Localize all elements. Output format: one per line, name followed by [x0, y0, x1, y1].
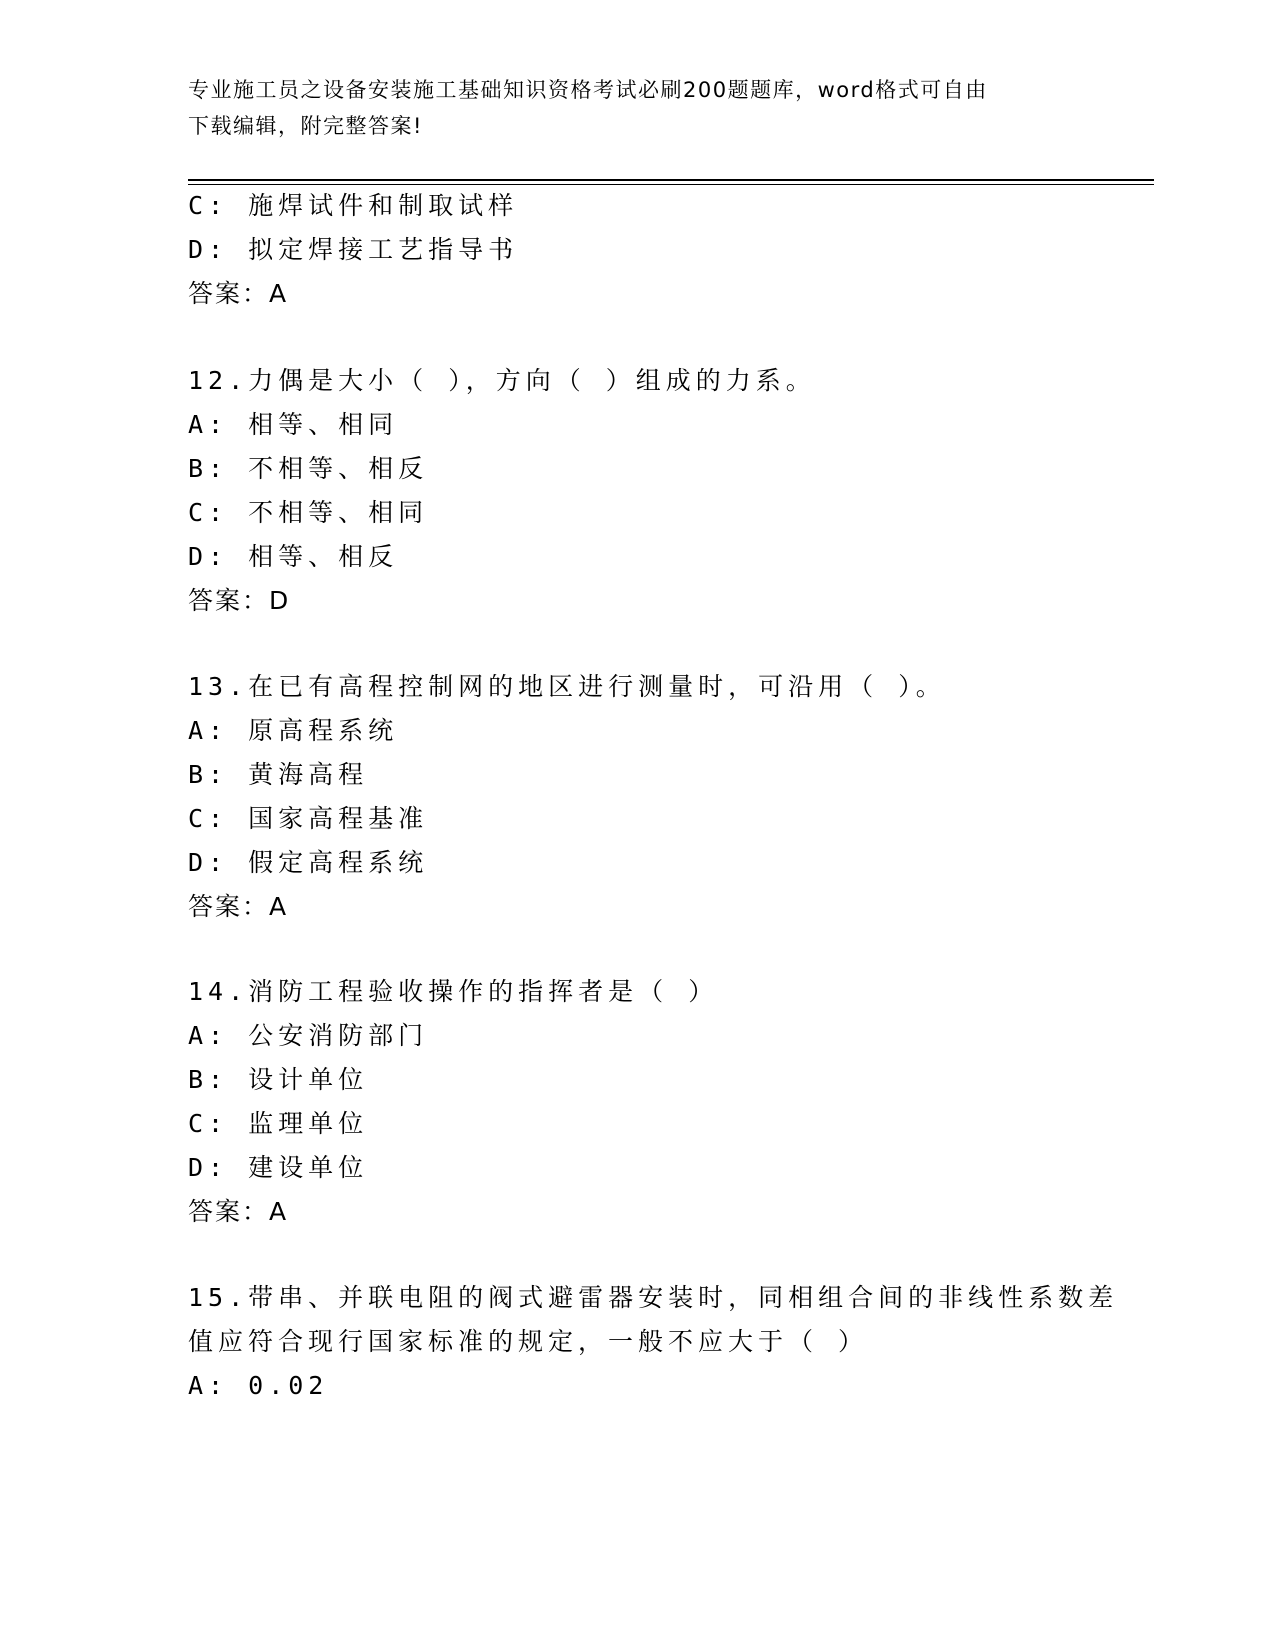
q12-option-d: D: 相等、相反 — [188, 542, 399, 571]
q13-option-b: B: 黄海高程 — [188, 760, 369, 789]
prev-question-option-c: C: 施焊试件和制取试样 — [188, 191, 519, 220]
document-header — [188, 72, 1088, 144]
q12-option-b: B: 不相等、相反 — [188, 454, 429, 483]
q13-option-d: D: 假定高程系统 — [188, 848, 429, 877]
q13-option-c: C: 国家高程基准 — [188, 804, 429, 833]
q12-option-c: C: 不相等、相同 — [188, 498, 429, 527]
q14-option-b: B: 设计单位 — [188, 1065, 369, 1094]
q14-option-a: A: 公安消防部门 — [188, 1021, 429, 1050]
prev-question-option-d: D: 拟定焊接工艺指导书 — [188, 235, 519, 264]
header-title-line-1: 专业施工员之设备安装施工基础知识资格考试必刷200题题库，word格式可自由 — [188, 78, 988, 102]
header-title-line-2: 下载编辑，附完整答案! — [188, 114, 423, 138]
q14-option-d: D: 建设单位 — [188, 1153, 369, 1182]
q15-stem-line-1: 15.带串、并联电阻的阀式避雷器安装时，同相组合间的非线性系数差 — [188, 1283, 1119, 1312]
header-divider-thick — [188, 179, 1154, 181]
q12-answer: 答案：D — [188, 586, 291, 615]
q14-stem: 14.消防工程验收操作的指挥者是（ ） — [188, 977, 719, 1006]
q14-option-c: C: 监理单位 — [188, 1109, 369, 1138]
q15-stem-line-2: 值应符合现行国家标准的规定，一般不应大于（ ） — [188, 1327, 869, 1356]
header-divider-thin — [188, 184, 1154, 185]
q12-option-a: A: 相等、相同 — [188, 410, 399, 439]
q13-option-a: A: 原高程系统 — [188, 716, 399, 745]
q13-answer: 答案：A — [188, 892, 289, 921]
q13-stem: 13.在已有高程控制网的地区进行测量时，可沿用（ ）。 — [188, 672, 946, 701]
prev-question-answer: 答案：A — [188, 279, 289, 308]
q12-stem: 12.力偶是大小（ ），方向（ ）组成的力系。 — [188, 366, 816, 395]
q15-option-a: A: 0.02 — [188, 1371, 329, 1400]
q14-answer: 答案：A — [188, 1197, 289, 1226]
